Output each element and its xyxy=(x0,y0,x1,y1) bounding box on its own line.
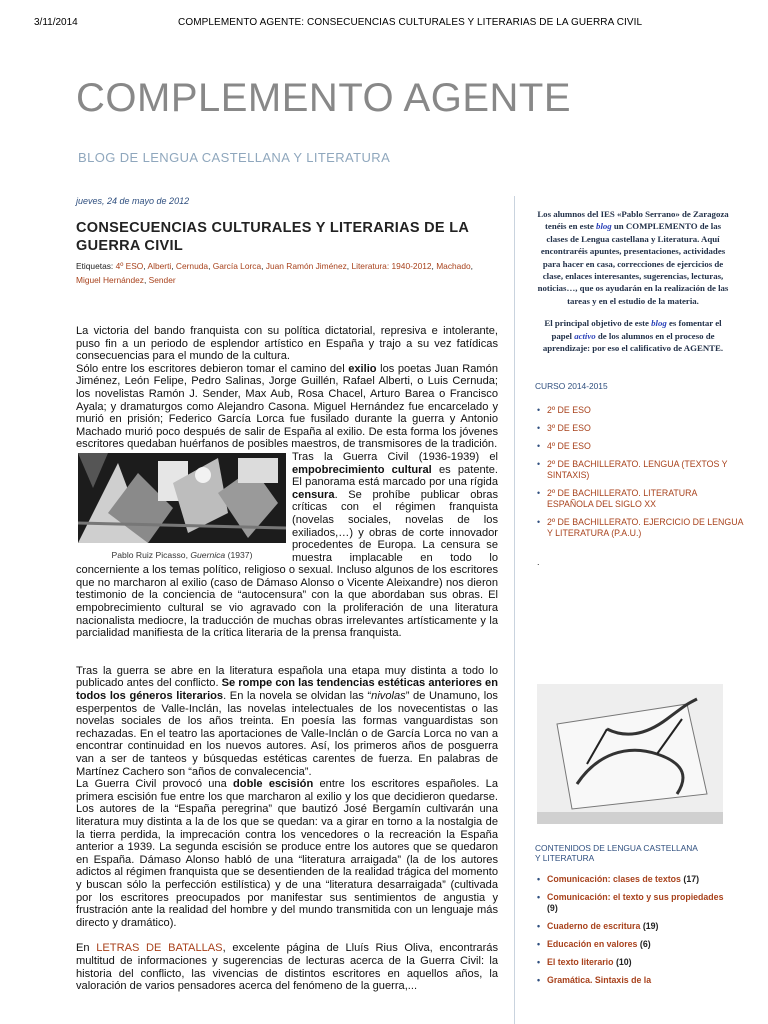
content-item[interactable]: • El texto literario (10) xyxy=(537,957,727,968)
blog-title[interactable]: COMPLEMENTO AGENTE xyxy=(76,76,572,120)
paragraph: La Guerra Civil provocó una doble escisión entre los escritores españoles. La primera escisión fue entre los que marcharon al exilio y los que decidieron quedarse. Los autores de la “España peregrina” que bautizó José Bergamín cultivarán una literatura muy distinta a la de los que se quedan: va a girar en torno a la nostalgia de la tierra perdida, la imprecación contra los vencedores o la recreación la España anterior a 1939. La segunda escisión se produce entre los autores que se quedaron en España. Dámaso Alonso habló de una “literatura arraigada” (la de los autores adictos al régimen franquista que se desentienden de la realidad trágica del momento y buscan sólo la perfección estilística) y de una “literatura desarraigada” (cultivada por los escritores preocupados por manifestar sus sentimientos de angustia y frustración ante la realidad del hombre y del mundo transmitida con un lenguaje más directo y dramático). xyxy=(76,778,499,929)
paragraph: Pablo Ruiz Picasso, Guernica (1937) Tras la Guerra Civil (1936-1939) el empobrecimiento cultural es patente. El panorama está marcado por una rígida censura. Se prohíbe publicar obras críticas con el régimen franquista (novelas sociales, novelas de los exiliados,…) y obras de corte innovador procedentes de Europa. La censura se muestra implacable en todo lo concerniente a los temas político, religioso o sexual. Incluso algunos de los escritores que no marcharon al exilio (caso de Dámaso Alonso o Vicente Aleixandre) nos dieron testimonio de la conciencia de “autocensura” con la que abordaban sus obras. El empobrecimiento cultural se vio agravado con la proliferación de una literatura nacionalista mediocre, la traducción de muchas obras irrelevantes artísticamente y la parcialidad manifiesta de la crítica literaria de la prensa franquista. xyxy=(76,450,498,640)
post-date: jueves, 24 de mayo de 2012 xyxy=(76,196,190,206)
course-link[interactable]: • 2º DE ESO xyxy=(537,405,743,416)
guernica-image[interactable] xyxy=(78,453,286,543)
label-link[interactable]: Sender xyxy=(148,275,176,285)
contents-heading: CONTENIDOS DE LENGUA CASTELLANA Y LITERATURA xyxy=(535,843,698,863)
sidebar xyxy=(514,196,743,1024)
label-link[interactable]: Machado xyxy=(436,261,471,271)
course-link[interactable]: • 4º DE ESO xyxy=(537,441,743,452)
paragraph: La victoria del bando franquista con su política dictatorial, represiva e intolerante, puso fin a un periodo de esplendor artístico en España y trajo a su vez fatídicas consecuencias para el mundo de la cultura. xyxy=(76,325,498,363)
label-link[interactable]: Miguel Hernández xyxy=(76,275,144,285)
post-labels: Etiquetas: 4º ESO, Alberti, Cernuda, García Lorca, Juan Ramón Jiménez, Literatura: 1940-2012, Machado, Miguel Hernández, Sender xyxy=(76,261,473,285)
label-link[interactable]: García Lorca xyxy=(212,261,262,271)
post-body xyxy=(76,325,498,993)
course-link[interactable]: • 2º DE BACHILLERATO. EJERCICIO DE LENGUA Y LITERATURA (P.A.U.) xyxy=(537,517,743,539)
post-title[interactable]: CONSECUENCIAS CULTURALES Y LITERARIAS DE LA GUERRA CIVIL xyxy=(76,220,469,254)
contents-list xyxy=(515,874,727,993)
content-item[interactable]: • Comunicación: clases de textos (17) xyxy=(537,874,727,885)
drawing-hands-image[interactable] xyxy=(537,684,723,824)
content-item[interactable]: • Educación en valores (6) xyxy=(537,939,727,950)
blog-description: BLOG DE LENGUA CASTELLANA Y LITERATURA xyxy=(78,150,391,165)
paragraph: En LETRAS DE BATALLAS, excelente página de Lluís Rius Oliva, encontrarás multitud de informaciones y sugerencias de lecturas acerca de la Guerra Civil: la historia del conflicto, las vivencias de distintos escritores en aquellos años, la valoración de varios pensadores acerca del fenómeno de la guerra,... xyxy=(76,942,498,993)
course-link[interactable]: • 3º DE ESO xyxy=(537,423,743,434)
content-item[interactable]: • Comunicación: el texto y sus propiedades (9) xyxy=(537,892,727,914)
label-link[interactable]: Cernuda xyxy=(175,261,209,271)
sidebar-intro: Los alumnos del IES «Pablo Serrano» de Zaragoza tenéis en este blog un COMPLEMENTO de las clases de Lengua castellana y Literatura. Aquí encontraréis apuntes, presentaciones, actividades para hacer en casa, correcciones de ejercicios de clase, enlaces interesantes, sugerencias, lecturas, noticias…, que os ayudarán en la realización de las tareas y en el estudio de la materia. El principal objetivo de este blog es fomentar el papel activo de los alumnos en el proceso de aprendizaje: por eso el calificativo de AGENTE. xyxy=(537,209,729,354)
label-link[interactable]: Alberti xyxy=(147,261,172,271)
labels-prefix: Etiquetas: xyxy=(76,261,114,271)
label-link[interactable]: Juan Ramón Jiménez xyxy=(265,261,347,271)
paragraph: Tras la guerra se abre en la literatura española una etapa muy distinta a todo lo publicado antes del conflicto. Se rompe con las tendencias estéticas anteriores en todos los géneros literarios. En la novela se olvidan las “nivolas” de Unamuno, los esperpentos de Valle-Inclán, las novelas intelectuales de los novecentistas o las novelas sociales de los años treinta. En poesía las formas vanguardistas son rechazadas. En el teatro las aportaciones de Valle-Inclán o de García Lorca no van a encontrar continuidad en los nuevos autores. Así, los primeros años de posguerra van a ser de tanteos y búsquedas estéticas carentes de fuerza. En palabras de Martínez Cachero son “años de convalecencia”. xyxy=(76,664,499,778)
label-link[interactable]: 4º ESO xyxy=(115,261,144,271)
paragraph: Sólo entre los escritores debieron tomar el camino del exilio los poetas Juan Ramón Jiménez, León Felipe, Pedro Salinas, Jorge Guillén, Rafael Alberti, o Luis Cernuda; los novelistas Ramón J. Sender, Max Aub, Rosa Chacel, Arturo Barea o Francisco Ayala; y dramaturgos como Alejandro Casona. Miguel Hernández fue encarcelado y murió en prisión; Federico García Lorca fue fusilado durante la guerra y Antonio Machado murió poco después de salir de España al exilio. De esta forma los jóvenes escritores quedaban huérfanos de posibles maestros, de transmisores de la tradición. xyxy=(76,362,498,451)
separator-dot: . xyxy=(537,557,540,568)
letras-de-batallas-link[interactable]: LETRAS DE BATALLAS xyxy=(96,942,223,955)
post xyxy=(76,196,498,993)
course-heading: CURSO 2014-2015 xyxy=(535,381,608,392)
course-link[interactable]: • 2º DE BACHILLERATO. LITERATURA ESPAÑOLA DEL SIGLO XX xyxy=(537,488,743,510)
print-date: 3/11/2014 xyxy=(34,17,78,28)
image-caption: Pablo Ruiz Picasso, Guernica (1937) xyxy=(111,549,253,560)
label-link[interactable]: Literatura: 1940-2012 xyxy=(351,261,432,271)
guernica-figure xyxy=(78,453,286,562)
course-link[interactable]: • 2º DE BACHILLERATO. LENGUA (TEXTOS Y SINTAXIS) xyxy=(537,459,743,481)
print-page-title: COMPLEMENTO AGENTE: CONSECUENCIAS CULTURALES Y LITERARIAS DE LA GUERRA CIVIL xyxy=(178,17,643,28)
course-list xyxy=(515,405,743,539)
content-item[interactable]: • Cuaderno de escritura (19) xyxy=(537,921,727,932)
content-item[interactable]: • Gramática. Sintaxis de la xyxy=(537,975,727,986)
